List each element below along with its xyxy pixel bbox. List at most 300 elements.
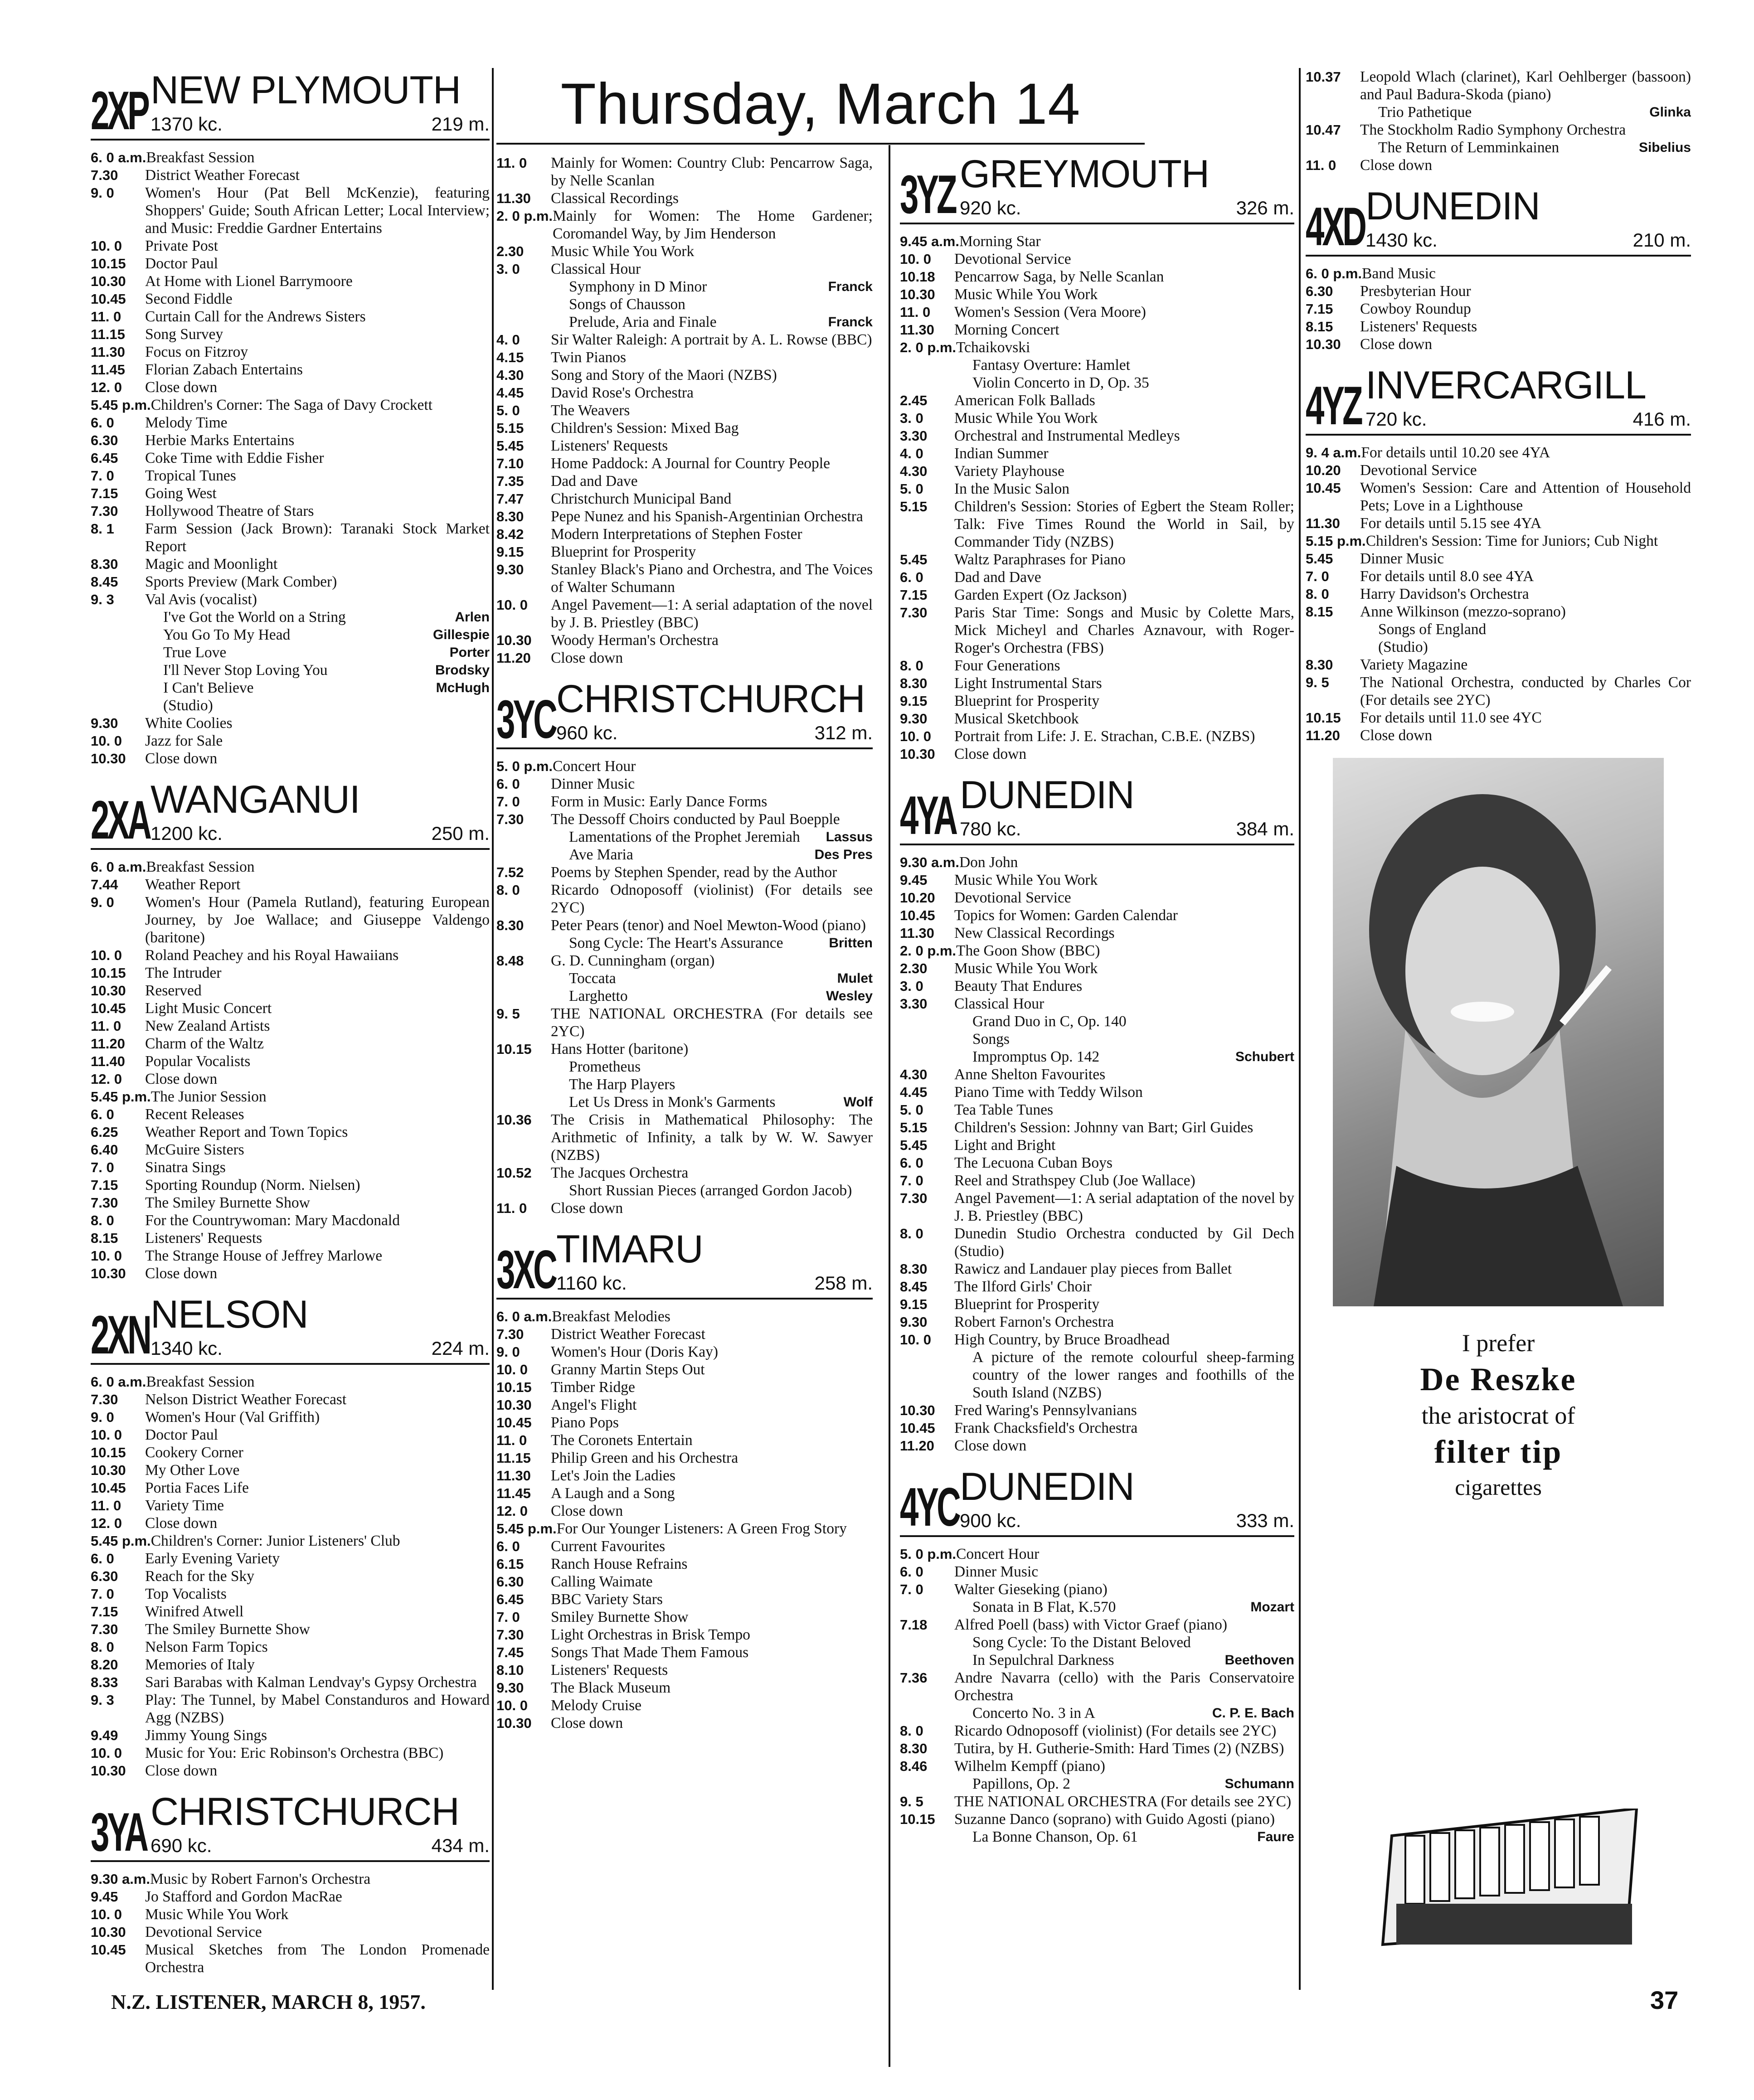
programme-time: 5. 0 xyxy=(900,481,923,497)
programme-title: Children's Session: Stories of Egbert the Steam Roller; Talk: Five Times Round the World in Sail, by Commander Tidy (NZBS) xyxy=(954,498,1294,550)
station-wavelength: 434 m. xyxy=(431,1835,490,1856)
station-wavelength: 258 m. xyxy=(814,1272,873,1294)
programme-time: 10.30 xyxy=(91,983,126,999)
station-frequency: 920 kc. xyxy=(960,197,1021,218)
programme-time: 10.30 xyxy=(1306,336,1341,352)
programme-title: Devotional Service xyxy=(145,1924,262,1940)
programme-time: 6. 0 a.m. xyxy=(91,1374,146,1390)
programme-time: 3. 0 xyxy=(900,978,923,994)
programme-time: 11. 0 xyxy=(496,1200,527,1216)
programme-row xyxy=(900,692,1294,710)
programme-title: Classical Recordings xyxy=(551,190,679,207)
programme-row xyxy=(496,1058,873,1076)
programme-title: Modern Interpretations of Stephen Foster xyxy=(551,526,802,543)
programme-title: Song and Story of the Maori (NZBS) xyxy=(551,367,777,383)
programme-title: Wilhelm Kempff (piano) xyxy=(954,1758,1105,1775)
programme-time: 10.30 xyxy=(900,746,935,762)
programme-time: 8.30 xyxy=(496,509,524,524)
programme-row xyxy=(900,445,1294,462)
programme-time: 7.30 xyxy=(91,503,118,519)
programme-title: Current Favourites xyxy=(551,1538,666,1555)
programme-title: BBC Variety Stars xyxy=(551,1591,663,1608)
programme-title: Focus on Fitzroy xyxy=(145,344,248,360)
programme-time: 3. 0 xyxy=(900,410,923,426)
programme-title: Granny Martin Steps Out xyxy=(551,1361,705,1378)
composer-name: Beethoven xyxy=(1224,1653,1294,1668)
programme-title: Music While You Work xyxy=(145,1906,289,1923)
programme-row xyxy=(91,964,490,982)
programme-time: 7.15 xyxy=(91,485,118,501)
programme-title: Sari Barabas with Kalman Lendvay's Gypsy Orchestra xyxy=(145,1674,477,1691)
programme-time: 5.45 xyxy=(496,438,524,454)
programme-title: Women's Hour (Pat Bell McKenzie), featuring Shoppers' Guide; South African Letter; Local Interview; and Music: Freddie Gardner Entertains xyxy=(145,184,490,237)
cigarette-pack-illustration xyxy=(1365,1809,1646,1954)
programme-row xyxy=(91,1444,490,1461)
programme-row xyxy=(91,1212,490,1229)
programme-row xyxy=(91,1656,490,1673)
station-callsign: 4YA xyxy=(900,785,956,846)
programme-row xyxy=(91,1391,490,1408)
programme-time: 8.30 xyxy=(496,917,524,933)
programme-title: Stanley Black's Piano and Orchestra, and The Voices of Walter Schumann xyxy=(551,561,873,596)
programme-row xyxy=(496,490,873,508)
programme-row xyxy=(1306,514,1691,532)
programme-title: Musical Sketches from The London Promenade Orchestra xyxy=(145,1941,490,1976)
programme-title: The Ilford Girls' Choir xyxy=(954,1278,1092,1295)
programme-row xyxy=(91,1106,490,1123)
programme-time: 10.30 xyxy=(900,286,935,302)
station-frequency: 690 kc. xyxy=(151,1835,212,1856)
programme-time: 3.30 xyxy=(900,996,928,1012)
station-frequency: 900 kc. xyxy=(960,1510,1021,1531)
composer-name: Franck xyxy=(828,315,873,330)
programme-row xyxy=(91,1603,490,1620)
programme-title: Songs That Made Them Famous xyxy=(551,1644,749,1661)
programme-time: 9. 3 xyxy=(91,592,114,607)
programme-time: 10.20 xyxy=(900,890,935,906)
programme-row xyxy=(91,999,490,1017)
programme-title: Lamentations of the Prophet Jeremiah Lassus xyxy=(569,829,873,845)
programme-row xyxy=(1306,335,1691,353)
programme-row xyxy=(496,1661,873,1679)
programme-row xyxy=(496,472,873,490)
station-section xyxy=(91,777,490,1282)
programme-time: 2.30 xyxy=(496,243,524,259)
programme-time: 7.10 xyxy=(496,456,524,471)
programme-title: Jazz for Sale xyxy=(145,732,223,749)
footer-publication: N.Z. LISTENER, MARCH 8, 1957. xyxy=(111,1990,426,2013)
programme-row xyxy=(900,1793,1294,1810)
programme-row xyxy=(496,384,873,402)
composer-name: Brodsky xyxy=(435,663,490,678)
station-section xyxy=(496,677,873,1217)
programme-time: 4.45 xyxy=(900,1084,928,1100)
programme-row xyxy=(900,1136,1294,1154)
programme-row xyxy=(496,631,873,649)
station-city: NEW PLYMOUTH xyxy=(151,68,461,112)
station-city: INVERCARGILL xyxy=(1365,364,1646,407)
programme-title: Songs of Chausson xyxy=(569,296,685,313)
programme-title: Cookery Corner xyxy=(145,1444,243,1461)
programme-row xyxy=(91,414,490,432)
programme-title: Reel and Strathspey Club (Joe Wallace) xyxy=(954,1172,1195,1189)
composer-name: Sibelius xyxy=(1638,140,1691,155)
programme-row xyxy=(496,1714,873,1732)
programme-title: Reach for the Sky xyxy=(145,1568,254,1585)
programme-title: Close down xyxy=(954,746,1027,762)
programme-row xyxy=(1306,300,1691,318)
programme-time: 5.45 p.m. xyxy=(91,1533,151,1549)
programme-title: Close down xyxy=(551,1200,623,1217)
programme-title: In the Music Salon xyxy=(954,480,1070,497)
programme-row xyxy=(496,189,873,207)
programme-title: The Dessoff Choirs conducted by Paul Boepple xyxy=(551,811,840,828)
station-section xyxy=(91,1292,490,1780)
programme-title: Angel Pavement—1: A serial adaptation of the novel by J. B. Priestley (BBC) xyxy=(954,1190,1294,1224)
programme-row xyxy=(91,255,490,272)
programme-title: Val Avis (vocalist) xyxy=(145,591,257,608)
programme-time: 5.45 p.m. xyxy=(91,397,151,413)
programme-time: 7. 0 xyxy=(91,468,114,484)
programme-time: 7.47 xyxy=(496,491,524,507)
programme-title: Trio Pathetique Glinka xyxy=(1378,104,1691,121)
programme-row xyxy=(496,987,873,1005)
programme-row xyxy=(900,604,1294,657)
programme-row xyxy=(1306,103,1691,121)
programme-row xyxy=(91,343,490,361)
programme-title: Listeners' Requests xyxy=(551,437,668,454)
programme-title: White Coolies xyxy=(145,715,233,732)
programme-row xyxy=(496,561,873,596)
programme-time: 10. 0 xyxy=(91,1427,122,1443)
programme-time: 7.30 xyxy=(900,1190,928,1206)
programme-title: Children's Session: Johnny van Bart; Girl Guides xyxy=(954,1119,1254,1136)
programme-title: District Weather Forecast xyxy=(145,167,300,184)
programme-row xyxy=(496,242,873,260)
programme-title: G. D. Cunningham (organ) xyxy=(551,952,715,969)
programme-time: 6.30 xyxy=(1306,283,1333,299)
programme-title: Portrait from Life: J. E. Strachan, C.B.E. (NZBS) xyxy=(954,728,1255,745)
programme-row xyxy=(496,402,873,419)
programme-time: 2.30 xyxy=(900,960,928,976)
composer-name: Mulet xyxy=(837,971,873,986)
station-frequency: 960 kc. xyxy=(556,722,618,743)
programme-time: 7. 0 xyxy=(1306,568,1329,584)
programme-row xyxy=(900,1013,1294,1030)
programme-row xyxy=(900,409,1294,427)
station-callsign: 3XC xyxy=(496,1239,555,1300)
programme-row xyxy=(91,555,490,573)
programme-time: 6. 0 xyxy=(91,1551,114,1567)
programme-row xyxy=(900,1598,1294,1616)
ad-line-1: I prefer xyxy=(1462,1329,1535,1357)
programme-title: The Stockholm Radio Symphony Orchestra xyxy=(1360,121,1626,138)
programme-time: 8.33 xyxy=(91,1674,118,1690)
station-callsign: 4YZ xyxy=(1306,375,1361,436)
programme-title: For Our Younger Listeners: A Green Frog Story xyxy=(556,1520,847,1537)
programme-row xyxy=(91,467,490,485)
station-header xyxy=(91,777,490,850)
programme-row xyxy=(91,361,490,378)
programme-time: 7.15 xyxy=(900,587,928,603)
programme-title: Weather Report and Town Topics xyxy=(145,1124,348,1140)
programme-time: 10.15 xyxy=(496,1041,532,1057)
programme-time: 10.30 xyxy=(91,751,126,766)
programme-title: Frank Chacksfield's Orchestra xyxy=(954,1420,1138,1436)
programme-time: 6.40 xyxy=(91,1142,118,1158)
programme-title: Women's Hour (Val Griffith) xyxy=(145,1409,320,1426)
programme-time: 10. 0 xyxy=(496,1362,528,1377)
programme-title: Close down xyxy=(551,650,623,666)
programme-time: 8.30 xyxy=(1306,657,1333,673)
station-section xyxy=(91,68,490,767)
programme-time: 7.52 xyxy=(496,864,524,880)
programme-title: Sinatra Sings xyxy=(145,1159,226,1176)
programme-title: La Bonne Chanson, Op. 61 Faure xyxy=(972,1828,1294,1845)
station-city: TIMARU xyxy=(556,1227,703,1271)
station-header xyxy=(91,1292,490,1365)
programme-row xyxy=(496,1164,873,1182)
programme-row xyxy=(900,480,1294,498)
programme-title: Breakfast Session xyxy=(146,858,255,875)
programme-title: The Strange House of Jeffrey Marlowe xyxy=(145,1247,383,1264)
station-header xyxy=(91,68,490,141)
programme-time: 10.15 xyxy=(900,1811,935,1827)
programme-row xyxy=(91,1017,490,1035)
programme-row xyxy=(91,591,490,608)
programme-title: Piano Pops xyxy=(551,1414,619,1431)
programme-title: The Smiley Burnette Show xyxy=(145,1194,310,1211)
composer-name: Wolf xyxy=(843,1095,873,1110)
programme-title: Alfred Poell (bass) with Victor Graef (piano) xyxy=(954,1616,1228,1633)
programme-title: Band Music xyxy=(1362,265,1436,282)
programme-row xyxy=(496,1573,873,1591)
composer-name: Gillespie xyxy=(432,627,490,642)
programme-title: Robert Farnon's Orchestra xyxy=(954,1314,1114,1330)
programme-row xyxy=(496,863,873,881)
programme-title: Children's Corner: Junior Listeners' Club xyxy=(151,1533,400,1549)
programme-time: 2. 0 p.m. xyxy=(900,943,957,959)
programme-row xyxy=(91,714,490,732)
programme-title: Dad and Dave xyxy=(551,473,638,490)
programme-row xyxy=(496,1626,873,1644)
programme-row xyxy=(496,543,873,561)
programme-title: Jo Stafford and Gordon MacRae xyxy=(145,1888,342,1905)
station-callsign: 4YC xyxy=(900,1477,959,1537)
programme-row xyxy=(91,1514,490,1532)
programme-time: 11.20 xyxy=(900,1438,934,1454)
station-wavelength: 210 m. xyxy=(1633,229,1691,251)
ad-brand: De Reszke xyxy=(1420,1361,1577,1397)
programme-title: Women's Session: Care and Attention of Household Pets; Love in a Lighthouse xyxy=(1360,480,1691,514)
programme-row xyxy=(496,881,873,917)
programme-title: Women's Session (Vera Moore) xyxy=(954,304,1146,320)
ad-line-4: filter tip xyxy=(1434,1434,1563,1470)
programme-title: At Home with Lionel Barrymoore xyxy=(145,273,353,290)
programme-row xyxy=(496,1502,873,1520)
programme-time: 7.30 xyxy=(91,1392,118,1407)
station-callsign: 4XD xyxy=(1306,196,1365,257)
programme-time: 7.35 xyxy=(496,473,524,489)
composer-name: Glinka xyxy=(1649,105,1691,120)
programme-time: 10. 0 xyxy=(496,597,528,613)
programme-row xyxy=(496,455,873,472)
programme-row xyxy=(91,1906,490,1923)
station-callsign: 2XA xyxy=(91,790,150,850)
programme-time: 3. 0 xyxy=(496,261,520,277)
programme-row xyxy=(900,268,1294,286)
station-wavelength: 224 m. xyxy=(431,1338,490,1359)
programme-title: New Classical Recordings xyxy=(954,925,1115,941)
programme-title: Light and Bright xyxy=(954,1137,1056,1154)
programme-time: 9.15 xyxy=(900,693,928,709)
programme-time: 5.15 xyxy=(900,1120,928,1135)
programme-title: Papillons, Op. 2 Schumann xyxy=(972,1775,1294,1792)
programme-time: 9.49 xyxy=(91,1727,118,1743)
programme-title: Classical Hour xyxy=(954,995,1045,1012)
programme-title: Nelson Farm Topics xyxy=(145,1639,268,1655)
programme-title: Roland Peachey and his Royal Hawaiians xyxy=(145,947,399,964)
programme-time: 10.15 xyxy=(91,256,126,272)
programme-title: McGuire Sisters xyxy=(145,1141,244,1158)
programme-time: 7.15 xyxy=(91,1604,118,1620)
programme-row xyxy=(900,356,1294,374)
programme-time: 4.30 xyxy=(900,1067,928,1082)
programme-time: 10.30 xyxy=(496,1715,532,1731)
programme-time: 7.30 xyxy=(900,605,928,621)
programme-title: You Go To My Head Gillespie xyxy=(163,626,490,643)
column-3 xyxy=(900,152,1294,1981)
programme-title: Concerto No. 3 in A C. P. E. Bach xyxy=(972,1705,1294,1722)
programme-row xyxy=(900,1704,1294,1722)
programme-row xyxy=(496,508,873,525)
programme-time: 4. 0 xyxy=(900,446,923,461)
programme-time: 11. 0 xyxy=(496,155,527,171)
programme-time: 8.15 xyxy=(1306,604,1333,620)
programme-row xyxy=(900,1402,1294,1419)
programme-time: 6. 0 a.m. xyxy=(91,859,146,875)
programme-time: 6. 0 xyxy=(900,1155,923,1171)
programme-row xyxy=(900,1828,1294,1846)
programme-time: 6.15 xyxy=(496,1556,524,1572)
programme-title: Close down xyxy=(145,750,218,767)
programme-time: 8. 0 xyxy=(496,882,520,898)
programme-title: Close down xyxy=(551,1503,623,1519)
column-rule-3 xyxy=(1299,68,1301,1990)
programme-row xyxy=(900,321,1294,339)
programme-row xyxy=(496,1467,873,1484)
programme-title: Angel's Flight xyxy=(551,1397,637,1413)
programme-row xyxy=(900,568,1294,586)
programme-title: Charm of the Waltz xyxy=(145,1035,264,1052)
programme-title: The Crisis in Mathematical Philosophy: The Arithmetic of Infinity, a talk by W. W. Sawyer (NZBS) xyxy=(551,1111,873,1164)
programme-row xyxy=(900,1810,1294,1828)
programme-title: Songs of England xyxy=(1378,621,1487,638)
programme-title: Piano Time with Teddy Wilson xyxy=(954,1084,1143,1101)
programme-time: 5.45 p.m. xyxy=(496,1521,557,1537)
programme-time: 9.15 xyxy=(496,544,524,560)
programme-time: 8.45 xyxy=(91,574,118,590)
programme-title: Concert Hour xyxy=(956,1546,1040,1562)
programme-time: 6.45 xyxy=(91,450,118,466)
programme-time: 11.30 xyxy=(91,344,125,360)
station-section xyxy=(496,154,873,667)
programme-row xyxy=(496,1591,873,1608)
programme-time: 9.30 a.m. xyxy=(900,854,959,870)
programme-time: 10. 0 xyxy=(900,1332,931,1348)
programme-time: 11.30 xyxy=(900,925,934,941)
programme-time: 4.30 xyxy=(900,463,928,479)
programme-title: Breakfast Session xyxy=(146,1373,255,1390)
programme-time: 6.30 xyxy=(91,432,118,448)
programme-row xyxy=(900,727,1294,745)
station-frequency: 1340 kc. xyxy=(151,1338,223,1359)
programme-title: Music While You Work xyxy=(954,872,1098,888)
column-rule-2 xyxy=(889,145,890,2067)
programme-title: New Zealand Artists xyxy=(145,1018,270,1034)
programme-row xyxy=(900,1775,1294,1793)
programme-row xyxy=(91,661,490,679)
programme-time: 6.25 xyxy=(91,1124,118,1140)
programme-row xyxy=(900,745,1294,763)
programme-time: 10.15 xyxy=(91,965,126,981)
woman-photo xyxy=(1333,758,1664,1306)
programme-time: 9. 0 xyxy=(91,1409,114,1425)
programme-row xyxy=(1306,139,1691,156)
programme-title: Morning Star xyxy=(959,233,1041,250)
programme-title: The Smiley Burnette Show xyxy=(145,1621,310,1638)
programme-title: Close down xyxy=(551,1715,623,1731)
programme-time: 9.30 a.m. xyxy=(91,1871,150,1887)
programme-time: 9. 0 xyxy=(91,894,114,910)
composer-name: Mozart xyxy=(1250,1600,1294,1615)
programme-row xyxy=(900,1757,1294,1775)
programme-time: 12. 0 xyxy=(91,379,122,395)
programme-row xyxy=(496,260,873,278)
station-city: DUNEDIN xyxy=(960,773,1134,817)
programme-row xyxy=(900,1331,1294,1348)
programme-title: Topics for Women: Garden Calendar xyxy=(954,907,1178,924)
programme-title: District Weather Forecast xyxy=(551,1326,705,1343)
programme-row xyxy=(496,1093,873,1111)
programme-title: Symphony in D Minor Franck xyxy=(569,278,873,295)
programme-time: 7. 0 xyxy=(91,1159,114,1175)
programme-title: Jimmy Young Sings xyxy=(145,1727,267,1744)
composer-name: McHugh xyxy=(436,680,490,695)
station-wavelength: 250 m. xyxy=(431,823,490,844)
programme-time: 7.30 xyxy=(91,1195,118,1211)
programme-time: 9. 5 xyxy=(900,1794,923,1809)
station-section xyxy=(900,152,1294,763)
programme-row xyxy=(900,551,1294,568)
station-frequency: 1430 kc. xyxy=(1365,229,1438,251)
programme-time: 7.30 xyxy=(91,1621,118,1637)
composer-name: Schubert xyxy=(1235,1049,1294,1064)
programme-row xyxy=(496,846,873,863)
programme-time: 8.42 xyxy=(496,526,524,542)
programme-row xyxy=(91,1497,490,1514)
programme-title: Music While You Work xyxy=(954,286,1098,303)
title-rule xyxy=(496,143,1145,145)
station-city: DUNEDIN xyxy=(1365,184,1540,228)
programme-time: 8. 0 xyxy=(900,1723,923,1739)
programme-title: Curtain Call for the Andrews Sisters xyxy=(145,308,366,325)
programme-time: 6. 0 p.m. xyxy=(1306,266,1362,281)
programme-title: Breakfast Melodies xyxy=(552,1308,671,1325)
programme-row xyxy=(91,485,490,502)
programme-title: Doctor Paul xyxy=(145,255,218,272)
programme-time: 5. 0 xyxy=(496,403,520,418)
